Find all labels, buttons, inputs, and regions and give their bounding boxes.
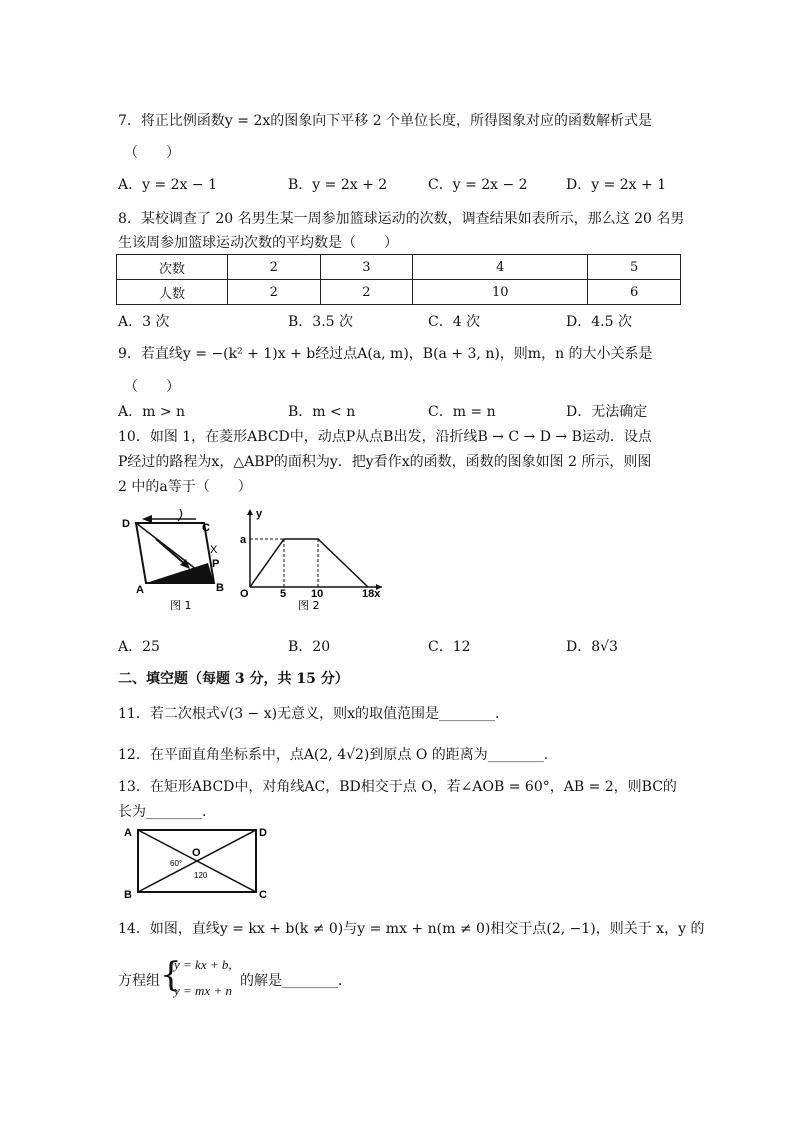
arrow-line-diag: [156, 539, 186, 565]
q7-option-b: B．y = 2x + 2: [288, 177, 388, 193]
label-a: a: [240, 534, 247, 546]
label-b: B: [216, 582, 224, 594]
label-c: C: [259, 889, 267, 901]
q10-option-a: A．25: [118, 639, 160, 655]
q7-stem: 7．将正比例函数y = 2x的图象向下平移 2 个单位长度，所得图象对应的函数解析式是: [118, 113, 653, 129]
q8-option-a: A．3 次: [118, 314, 170, 330]
angle-mark-60: 60°: [170, 859, 183, 868]
q8-option-d: D．4.5 次: [566, 314, 632, 330]
table-row: [117, 280, 681, 305]
label-origin: O: [240, 588, 249, 600]
y-axis-arrow-icon: [247, 509, 253, 515]
q8-line1: 8．某校调查了 20 名男生某一周参加篮球运动的次数，调查结果如表所示，那么这 20 名男: [118, 211, 685, 227]
q9-option-d: D．无法确定: [566, 404, 648, 420]
q10-line2: P经过的路程为x，△ABP的面积为y．把y看作x的函数，函数的图象如图 2 所示，则图: [118, 454, 652, 470]
arrow-head-left-icon: [142, 515, 152, 523]
q10-figure-1: [116, 505, 236, 615]
q9-stem: 9．若直线y = −(k² + 1)x + b经过点A(a, m)，B(a + 3, n)，则m，n 的大小关系是: [118, 346, 653, 362]
label-x: X: [210, 544, 218, 556]
label-a: A: [124, 827, 132, 839]
fig1-caption: 图 1: [170, 599, 192, 612]
table-cell: 5: [588, 255, 681, 280]
label-b: B: [124, 889, 132, 901]
label-o: O: [192, 847, 201, 859]
q9-paren: （ ）: [124, 379, 180, 395]
q9-option-b: B．m < n: [288, 404, 356, 420]
fig2-caption: 图 2: [298, 599, 320, 612]
table-cell: 人数: [117, 280, 228, 305]
q13-line1: 13．在矩形ABCD中，对角线AC，BD相交于点 O，若∠AOB = 60°，AB = 2，则BC的: [118, 779, 677, 795]
label-y: y: [256, 508, 263, 520]
table-cell: 2: [228, 280, 321, 305]
table-cell: 2: [228, 255, 321, 280]
q7-option-c: C．y = 2x − 2: [428, 177, 528, 193]
q14-prefix: 方程组: [118, 973, 160, 989]
q8-option-c: C．4 次: [428, 314, 481, 330]
tick-10: 10: [311, 588, 324, 600]
table-cell: 10: [413, 280, 588, 305]
q10-option-d: D．8√3: [566, 639, 618, 655]
label-a: A: [136, 584, 144, 596]
tick-5: 5: [280, 588, 287, 600]
q13-figure: [118, 822, 278, 902]
q12-text: 12．在平面直角坐标系中，点A(2, 4√2)到原点 O 的距离为________．: [118, 747, 558, 763]
q8-line2: 生该周参加篮球运动次数的平均数是（ ）: [118, 235, 398, 251]
label-c: C: [202, 522, 210, 534]
section-title: 二、填空题（每题 3 分，共 15 分）: [118, 671, 349, 687]
shaded-triangle: [146, 563, 214, 583]
table-cell: 次数: [117, 255, 228, 280]
table-cell: 4: [413, 255, 588, 280]
function-graph: [250, 539, 368, 587]
tick-18x: 18x: [362, 588, 381, 600]
table-cell: 6: [588, 280, 681, 305]
q9-option-a: A．m > n: [118, 404, 186, 420]
table-cell: 3: [320, 255, 413, 280]
q10-line3: 2 中的a等于（ ）: [118, 479, 252, 495]
q14-line1: 14．如图，直线y = kx + b(k ≠ 0)与y = mx + n(m ≠ 0)相交于点(2, −1)，则关于 x，y 的: [118, 921, 705, 937]
label-p: P: [212, 558, 220, 570]
label-d: D: [122, 518, 130, 530]
q7-option-d: D．y = 2x + 1: [566, 177, 667, 193]
q14-eq1: y = kx + b,: [174, 957, 232, 972]
q10-figure-2: [236, 505, 386, 615]
label-d: D: [259, 827, 267, 839]
q7-paren: （ ）: [124, 145, 180, 161]
q10-option-c: C．12: [428, 639, 471, 655]
q8-option-b: B．3.5 次: [288, 314, 354, 330]
q14-suffix: 的解是________．: [240, 973, 352, 989]
table-row: [117, 255, 681, 280]
system-brace: {: [160, 955, 182, 995]
table-cell: 2: [320, 280, 413, 305]
q7-option-a: A．y = 2x − 1: [118, 177, 217, 193]
angle-mark-120: 120: [194, 871, 208, 880]
q8-table: [116, 254, 681, 305]
q13-line2: 长为________．: [118, 804, 216, 820]
q14-eq2: y = mx + n: [174, 983, 232, 998]
q11-text: 11．若二次根式√(3 − x)无意义，则x的取值范围是________．: [118, 706, 509, 722]
q10-line1: 10．如图 1，在菱形ABCD中，动点P从点B出发，沿折线B → C → D → B运动．设点: [118, 429, 652, 445]
q9-option-c: C．m = n: [428, 404, 496, 420]
q10-option-b: B．20: [288, 639, 331, 655]
